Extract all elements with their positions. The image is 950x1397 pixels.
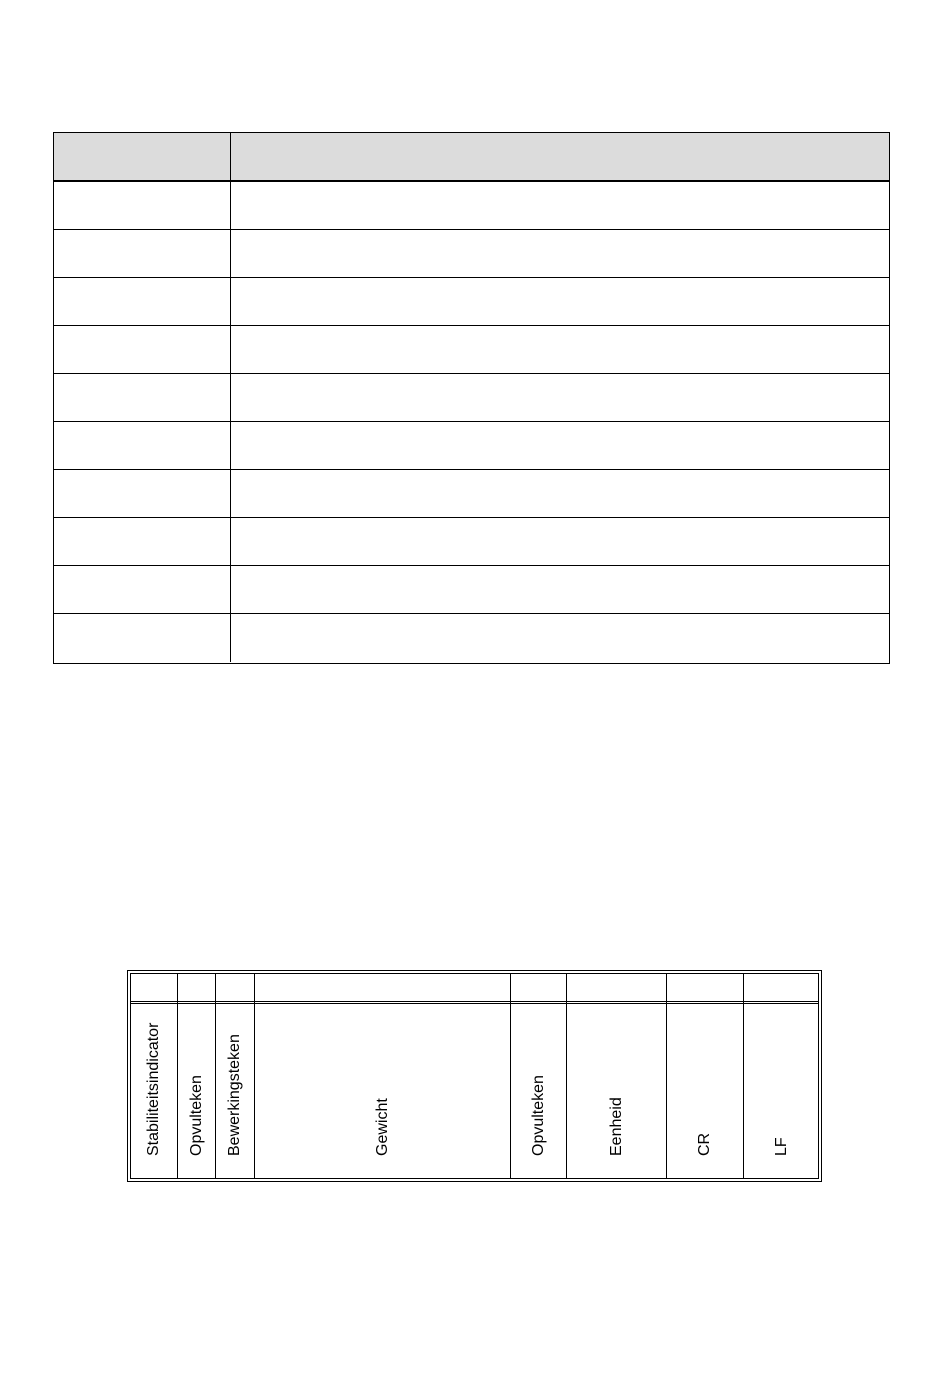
- field-operation-sign: [216, 1005, 254, 1178]
- header-separator: [131, 1001, 818, 1004]
- top-table-header-cell: [54, 133, 231, 180]
- field-label: Stabiliteitsindicator: [145, 1022, 162, 1156]
- table-row: [54, 230, 889, 278]
- field-stability-indicator: [131, 1005, 177, 1178]
- field-label: Opvulteken: [529, 1075, 547, 1156]
- top-table-header: [54, 133, 889, 182]
- table-cell: [54, 422, 231, 469]
- field-padding-2: [511, 1005, 566, 1178]
- field-cr: [667, 1005, 743, 1178]
- table-row: [54, 566, 889, 614]
- table-cell: [54, 470, 231, 517]
- field-weight: [255, 1005, 510, 1178]
- table-cell: [54, 326, 231, 373]
- field-padding-1: [178, 1005, 215, 1178]
- table-cell: [54, 374, 231, 421]
- table-row: [54, 326, 889, 374]
- table-cell: [54, 566, 231, 613]
- table-cell: [54, 278, 231, 325]
- field-layout-table: [127, 970, 822, 1182]
- table-cell: [54, 182, 231, 229]
- table-cell: [54, 230, 231, 277]
- table-cell: [54, 614, 231, 662]
- field-unit: [567, 1005, 666, 1178]
- table-row: [54, 422, 889, 470]
- field-label: LF: [773, 1137, 790, 1156]
- field-label: Gewicht: [373, 1098, 391, 1156]
- table-row: [54, 182, 889, 230]
- field-layout-inner: [130, 973, 819, 1179]
- field-label: Bewerkingsteken: [226, 1034, 243, 1156]
- table-row: [54, 518, 889, 566]
- field-lf: [744, 1005, 820, 1178]
- field-label: CR: [696, 1132, 713, 1156]
- field-label: Opvulteken: [187, 1075, 205, 1156]
- table-row: [54, 614, 889, 662]
- table-row: [54, 278, 889, 326]
- table-cell: [54, 518, 231, 565]
- field-label: Eenheid: [607, 1097, 625, 1156]
- table-row: [54, 470, 889, 518]
- top-table: [53, 132, 890, 664]
- table-row: [54, 374, 889, 422]
